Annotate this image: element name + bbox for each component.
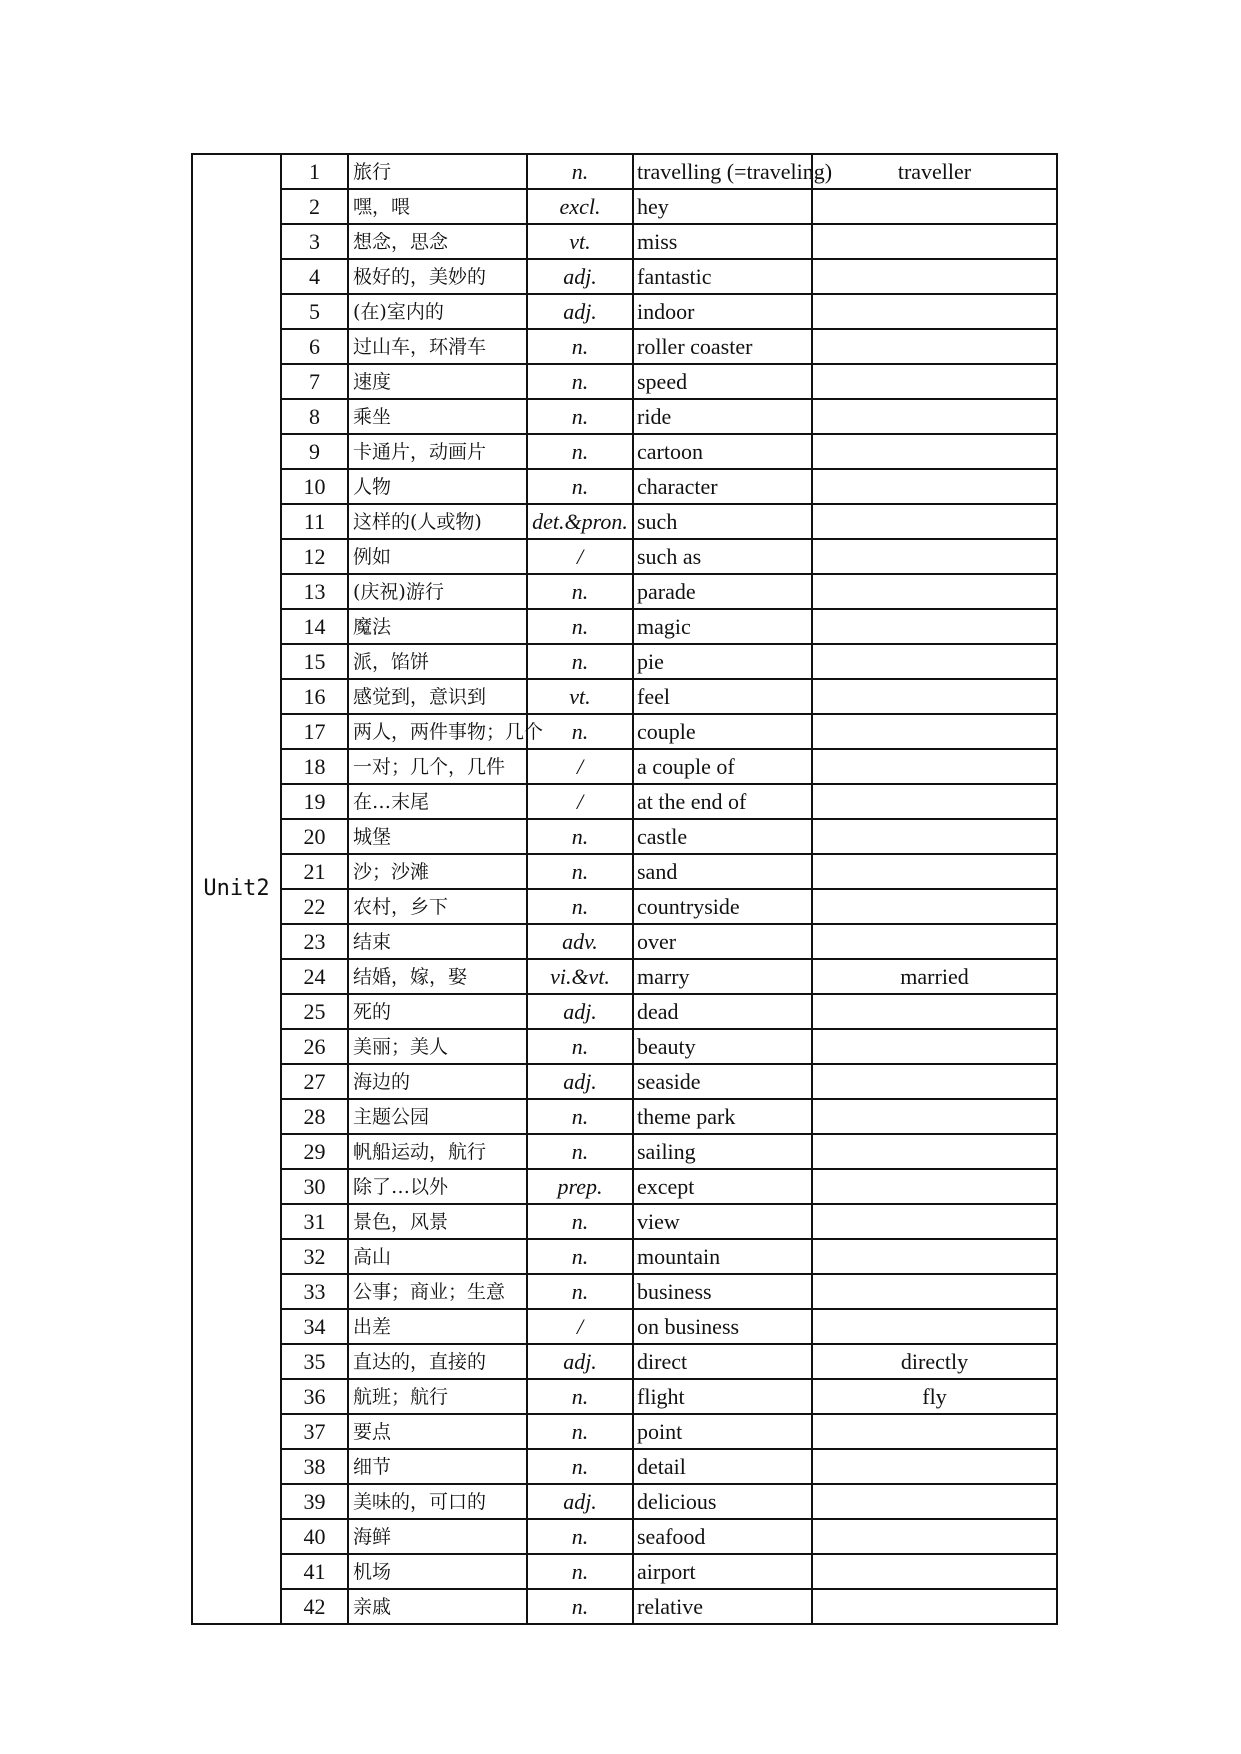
derived-form [812, 224, 1057, 259]
part-of-speech: n. [527, 574, 633, 609]
part-of-speech: excl. [527, 189, 633, 224]
part-of-speech: n. [527, 819, 633, 854]
chinese-meaning: 主题公园 [348, 1099, 527, 1134]
chinese-meaning: 细节 [348, 1449, 527, 1484]
derived-form [812, 434, 1057, 469]
derived-form [812, 609, 1057, 644]
english-word: theme park [633, 1099, 812, 1134]
table-row [192, 1029, 1057, 1064]
chinese-meaning: 感觉到，意识到 [348, 679, 527, 714]
table-row [192, 294, 1057, 329]
derived-form [812, 504, 1057, 539]
word-number: 22 [281, 889, 348, 924]
english-word: such [633, 504, 812, 539]
table-row [192, 1239, 1057, 1274]
table-row [192, 329, 1057, 364]
chinese-meaning: 亲戚 [348, 1589, 527, 1624]
chinese-meaning: 例如 [348, 539, 527, 574]
word-number: 21 [281, 854, 348, 889]
derived-form [812, 1309, 1057, 1344]
word-number: 38 [281, 1449, 348, 1484]
english-word: character [633, 469, 812, 504]
word-number: 14 [281, 609, 348, 644]
chinese-meaning: 卡通片，动画片 [348, 434, 527, 469]
part-of-speech: n. [527, 1134, 633, 1169]
word-number: 29 [281, 1134, 348, 1169]
part-of-speech: n. [527, 609, 633, 644]
derived-form [812, 679, 1057, 714]
english-word: castle [633, 819, 812, 854]
derived-form: traveller [812, 154, 1057, 189]
derived-form [812, 1169, 1057, 1204]
table-row [192, 1589, 1057, 1624]
table-row [192, 1519, 1057, 1554]
word-number: 16 [281, 679, 348, 714]
derived-form [812, 574, 1057, 609]
part-of-speech: / [527, 539, 633, 574]
chinese-meaning: 帆船运动，航行 [348, 1134, 527, 1169]
word-number: 1 [281, 154, 348, 189]
part-of-speech: n. [527, 889, 633, 924]
word-number: 20 [281, 819, 348, 854]
english-word: sand [633, 854, 812, 889]
table-row [192, 1099, 1057, 1134]
chinese-meaning: 嘿，喂 [348, 189, 527, 224]
english-word: roller coaster [633, 329, 812, 364]
table-row [192, 1169, 1057, 1204]
word-number: 34 [281, 1309, 348, 1344]
unit-label: Unit2 [192, 154, 281, 1624]
english-word: view [633, 1204, 812, 1239]
english-word: over [633, 924, 812, 959]
table-row [192, 924, 1057, 959]
chinese-meaning: 美丽；美人 [348, 1029, 527, 1064]
derived-form [812, 329, 1057, 364]
part-of-speech: prep. [527, 1169, 633, 1204]
chinese-meaning: 海鲜 [348, 1519, 527, 1554]
word-number: 31 [281, 1204, 348, 1239]
chinese-meaning: 要点 [348, 1414, 527, 1449]
english-word: at the end of [633, 784, 812, 819]
english-word: direct [633, 1344, 812, 1379]
derived-form [812, 539, 1057, 574]
english-word: seafood [633, 1519, 812, 1554]
chinese-meaning: 航班；航行 [348, 1379, 527, 1414]
english-word: cartoon [633, 434, 812, 469]
table-row [192, 1554, 1057, 1589]
part-of-speech: n. [527, 364, 633, 399]
table-row [192, 1344, 1057, 1379]
chinese-meaning: 直达的，直接的 [348, 1344, 527, 1379]
part-of-speech: adj. [527, 1064, 633, 1099]
word-number: 32 [281, 1239, 348, 1274]
derived-form [812, 889, 1057, 924]
chinese-meaning: (庆祝)游行 [348, 574, 527, 609]
word-number: 5 [281, 294, 348, 329]
english-word: flight [633, 1379, 812, 1414]
chinese-meaning: 公事；商业；生意 [348, 1274, 527, 1309]
derived-form [812, 1134, 1057, 1169]
chinese-meaning: 高山 [348, 1239, 527, 1274]
english-word: speed [633, 364, 812, 399]
word-number: 33 [281, 1274, 348, 1309]
derived-form [812, 469, 1057, 504]
english-word: parade [633, 574, 812, 609]
derived-form [812, 1589, 1057, 1624]
derived-form [812, 994, 1057, 1029]
derived-form [812, 294, 1057, 329]
chinese-meaning: 两人，两件事物；几个 [348, 714, 527, 749]
chinese-meaning: 旅行 [348, 154, 527, 189]
word-number: 27 [281, 1064, 348, 1099]
derived-form [812, 1099, 1057, 1134]
english-word: travelling (=traveling) [633, 154, 812, 189]
table-row [192, 644, 1057, 679]
derived-form [812, 749, 1057, 784]
chinese-meaning: 在…末尾 [348, 784, 527, 819]
chinese-meaning: 派，馅饼 [348, 644, 527, 679]
english-word: marry [633, 959, 812, 994]
part-of-speech: n. [527, 644, 633, 679]
table-row [192, 1309, 1057, 1344]
part-of-speech: vt. [527, 224, 633, 259]
derived-form [812, 714, 1057, 749]
english-word: fantastic [633, 259, 812, 294]
english-word: miss [633, 224, 812, 259]
english-word: except [633, 1169, 812, 1204]
chinese-meaning: 除了…以外 [348, 1169, 527, 1204]
word-number: 40 [281, 1519, 348, 1554]
english-word: couple [633, 714, 812, 749]
part-of-speech: n. [527, 434, 633, 469]
word-number: 26 [281, 1029, 348, 1064]
table-row [192, 784, 1057, 819]
part-of-speech: adj. [527, 994, 633, 1029]
derived-form [812, 1029, 1057, 1064]
table-row [192, 189, 1057, 224]
part-of-speech: adj. [527, 1484, 633, 1519]
english-word: relative [633, 1589, 812, 1624]
table-row [192, 889, 1057, 924]
english-word: detail [633, 1449, 812, 1484]
table-row [192, 1484, 1057, 1519]
chinese-meaning: 景色，风景 [348, 1204, 527, 1239]
table-row [192, 994, 1057, 1029]
part-of-speech: / [527, 749, 633, 784]
chinese-meaning: 农村，乡下 [348, 889, 527, 924]
part-of-speech: adj. [527, 294, 633, 329]
derived-form [812, 644, 1057, 679]
derived-form [812, 1554, 1057, 1589]
table-row [192, 819, 1057, 854]
part-of-speech: n. [527, 1554, 633, 1589]
part-of-speech: n. [527, 1099, 633, 1134]
word-number: 12 [281, 539, 348, 574]
table-row [192, 434, 1057, 469]
table-row [192, 399, 1057, 434]
table-row [192, 154, 1057, 189]
word-number: 9 [281, 434, 348, 469]
derived-form [812, 1204, 1057, 1239]
derived-form [812, 924, 1057, 959]
word-number: 18 [281, 749, 348, 784]
part-of-speech: adj. [527, 1344, 633, 1379]
derived-form [812, 1064, 1057, 1099]
table-row [192, 259, 1057, 294]
table-row [192, 714, 1057, 749]
english-word: business [633, 1274, 812, 1309]
english-word: magic [633, 609, 812, 644]
table-row [192, 1134, 1057, 1169]
table-row [192, 1379, 1057, 1414]
table-row [192, 574, 1057, 609]
word-number: 39 [281, 1484, 348, 1519]
chinese-meaning: 人物 [348, 469, 527, 504]
part-of-speech: n. [527, 854, 633, 889]
table-row [192, 364, 1057, 399]
word-number: 35 [281, 1344, 348, 1379]
english-word: seaside [633, 1064, 812, 1099]
part-of-speech: adj. [527, 259, 633, 294]
chinese-meaning: 沙；沙滩 [348, 854, 527, 889]
table-row [192, 1274, 1057, 1309]
english-word: point [633, 1414, 812, 1449]
derived-form: fly [812, 1379, 1057, 1414]
table-row [192, 1204, 1057, 1239]
derived-form [812, 1274, 1057, 1309]
word-number: 17 [281, 714, 348, 749]
part-of-speech: n. [527, 1589, 633, 1624]
table-row [192, 224, 1057, 259]
word-number: 11 [281, 504, 348, 539]
chinese-meaning: 魔法 [348, 609, 527, 644]
part-of-speech: adv. [527, 924, 633, 959]
part-of-speech: n. [527, 1449, 633, 1484]
word-number: 23 [281, 924, 348, 959]
derived-form [812, 819, 1057, 854]
english-word: mountain [633, 1239, 812, 1274]
chinese-meaning: 美味的，可口的 [348, 1484, 527, 1519]
part-of-speech: vi.&vt. [527, 959, 633, 994]
chinese-meaning: 乘坐 [348, 399, 527, 434]
part-of-speech: n. [527, 1379, 633, 1414]
part-of-speech: / [527, 1309, 633, 1344]
word-number: 2 [281, 189, 348, 224]
word-number: 15 [281, 644, 348, 679]
part-of-speech: n. [527, 1519, 633, 1554]
derived-form [812, 1239, 1057, 1274]
word-number: 41 [281, 1554, 348, 1589]
word-number: 42 [281, 1589, 348, 1624]
english-word: a couple of [633, 749, 812, 784]
derived-form [812, 1414, 1057, 1449]
chinese-meaning: 这样的(人或物) [348, 504, 527, 539]
word-number: 37 [281, 1414, 348, 1449]
word-number: 13 [281, 574, 348, 609]
part-of-speech: det.&pron. [527, 504, 633, 539]
part-of-speech: n. [527, 1414, 633, 1449]
part-of-speech: n. [527, 469, 633, 504]
table-row [192, 749, 1057, 784]
word-number: 19 [281, 784, 348, 819]
derived-form [812, 259, 1057, 294]
derived-form [812, 1519, 1057, 1554]
word-number: 24 [281, 959, 348, 994]
word-number: 6 [281, 329, 348, 364]
chinese-meaning: 结婚，嫁，娶 [348, 959, 527, 994]
chinese-meaning: 城堡 [348, 819, 527, 854]
chinese-meaning: 机场 [348, 1554, 527, 1589]
derived-form [812, 364, 1057, 399]
english-word: delicious [633, 1484, 812, 1519]
english-word: countryside [633, 889, 812, 924]
word-number: 7 [281, 364, 348, 399]
part-of-speech: vt. [527, 679, 633, 714]
part-of-speech: n. [527, 329, 633, 364]
chinese-meaning: 一对；几个，几件 [348, 749, 527, 784]
table-row [192, 1449, 1057, 1484]
table-row [192, 469, 1057, 504]
chinese-meaning: 海边的 [348, 1064, 527, 1099]
word-number: 30 [281, 1169, 348, 1204]
english-word: ride [633, 399, 812, 434]
word-number: 28 [281, 1099, 348, 1134]
table-row [192, 959, 1057, 994]
word-number: 8 [281, 399, 348, 434]
word-number: 25 [281, 994, 348, 1029]
table-row [192, 504, 1057, 539]
chinese-meaning: (在)室内的 [348, 294, 527, 329]
english-word: pie [633, 644, 812, 679]
derived-form [812, 854, 1057, 889]
english-word: beauty [633, 1029, 812, 1064]
part-of-speech: n. [527, 1274, 633, 1309]
english-word: sailing [633, 1134, 812, 1169]
chinese-meaning: 想念，思念 [348, 224, 527, 259]
part-of-speech: n. [527, 154, 633, 189]
derived-form [812, 784, 1057, 819]
english-word: dead [633, 994, 812, 1029]
english-word: hey [633, 189, 812, 224]
part-of-speech: n. [527, 1029, 633, 1064]
english-word: airport [633, 1554, 812, 1589]
derived-form [812, 399, 1057, 434]
vocabulary-table-body [192, 154, 1057, 1624]
table-row [192, 679, 1057, 714]
derived-form [812, 1484, 1057, 1519]
table-row [192, 854, 1057, 889]
chinese-meaning: 死的 [348, 994, 527, 1029]
derived-form [812, 189, 1057, 224]
english-word: indoor [633, 294, 812, 329]
derived-form [812, 1449, 1057, 1484]
part-of-speech: n. [527, 1204, 633, 1239]
english-word: such as [633, 539, 812, 574]
word-number: 4 [281, 259, 348, 294]
part-of-speech: n. [527, 1239, 633, 1274]
derived-form: married [812, 959, 1057, 994]
chinese-meaning: 过山车，环滑车 [348, 329, 527, 364]
chinese-meaning: 结束 [348, 924, 527, 959]
table-row [192, 609, 1057, 644]
table-row [192, 539, 1057, 574]
part-of-speech: n. [527, 399, 633, 434]
part-of-speech: n. [527, 714, 633, 749]
derived-form: directly [812, 1344, 1057, 1379]
english-word: on business [633, 1309, 812, 1344]
english-word: feel [633, 679, 812, 714]
word-number: 3 [281, 224, 348, 259]
part-of-speech: / [527, 784, 633, 819]
chinese-meaning: 速度 [348, 364, 527, 399]
table-row [192, 1414, 1057, 1449]
chinese-meaning: 出差 [348, 1309, 527, 1344]
chinese-meaning: 极好的，美妙的 [348, 259, 527, 294]
word-number: 36 [281, 1379, 348, 1414]
vocabulary-table [191, 153, 1058, 1625]
table-row [192, 1064, 1057, 1099]
word-number: 10 [281, 469, 348, 504]
